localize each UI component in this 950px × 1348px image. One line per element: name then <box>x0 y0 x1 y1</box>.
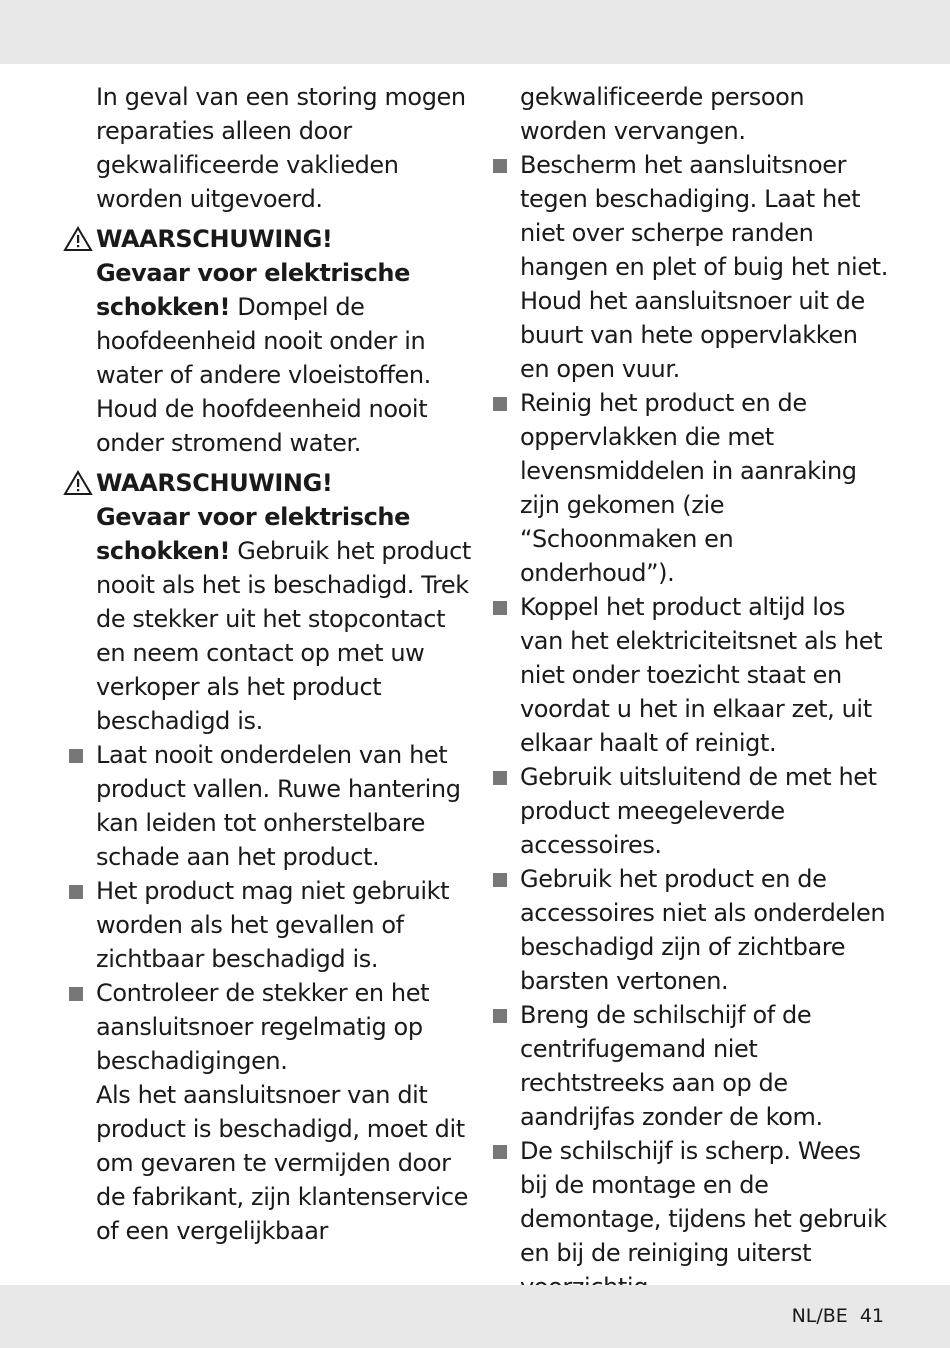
list-item-text: Gebruik uitsluitend de met het product meegeleverde accessoires. <box>520 763 877 859</box>
list-item <box>520 1134 892 1304</box>
list-item-text: De schilschijf is scherp. Wees bij de montage en de demontage, tijdens het gebruik en bij de reiniging uiterst <box>520 1137 887 1267</box>
square-bullet-icon <box>69 749 83 763</box>
list-item-text: Breng de schilschijf of de centrifugemand niet rechtstreeks aan op de aandrijfas zonder de kom. <box>520 1001 823 1131</box>
square-bullet-icon <box>493 771 507 785</box>
continuation-paragraph: gekwalificeerde persoon worden vervangen. <box>520 83 805 145</box>
list-item <box>96 976 471 1078</box>
list-item-text: Reinig het product en de oppervlakken die met levensmiddelen in aanraking zijn gekomen (zie “Schoonmaken en onderhoud”). <box>520 389 857 587</box>
page-number: 41 <box>859 1305 884 1327</box>
warning-label: WAARSCHUWING! <box>96 469 333 497</box>
square-bullet-icon <box>493 397 507 411</box>
warning-triangle-icon <box>63 226 93 252</box>
square-bullet-icon <box>69 987 83 1001</box>
list-item <box>520 386 892 590</box>
square-bullet-icon <box>493 159 507 173</box>
list-item-text: Controleer de stekker en het aansluitsnoer regelmatig op beschadigingen. <box>96 979 430 1075</box>
page-footer <box>760 1304 884 1328</box>
list-item <box>520 148 892 386</box>
warning-heading: Gevaar voor elektrische schokken! <box>96 503 410 565</box>
warning-label: WAARSCHUWING! <box>96 225 333 253</box>
list-item <box>96 874 471 976</box>
list-item-text: Het product mag niet gebruikt worden als het gevallen of zichtbaar beschadigd is. <box>96 877 450 973</box>
warning-triangle-icon <box>63 470 93 496</box>
list-item <box>520 760 892 862</box>
list-item <box>520 590 892 760</box>
square-bullet-icon <box>69 885 83 899</box>
warning-block-1 <box>96 222 471 460</box>
warning-block-2 <box>96 466 471 738</box>
left-column <box>96 80 471 1248</box>
intro-paragraph: In geval van een storing mogen reparaties alleen door gekwalificeerde vaklieden worden uitgevoerd. <box>96 83 466 213</box>
footer-language: NL/BE <box>791 1305 848 1327</box>
square-bullet-icon <box>493 873 507 887</box>
square-bullet-icon <box>493 1145 507 1159</box>
warning-text: Dompel de hoofdeenheid nooit onder in water of andere vloeistoffen. Houd de hoofdeenheid nooit onder stromend water. <box>96 293 431 457</box>
list-item-text: Laat nooit onderdelen van het product vallen. Ruwe hantering kan leiden tot onherstelbare schade aan het product. <box>96 741 461 871</box>
header-band <box>0 0 950 64</box>
list-item <box>520 998 892 1134</box>
continuation-paragraph: Als het aansluitsnoer van dit product is beschadigd, moet dit om gevaren te vermijden door de fabrikant, zijn klantenservice of een vergelijkbaar <box>96 1081 469 1245</box>
list-item-text: Bescherm het aansluitsnoer tegen beschadiging. Laat het niet over scherpe randen hangen en plet of buig het niet. Houd het aansluitsnoer uit de buurt van hete oppervlakken en open vuur. <box>520 151 888 383</box>
list-item <box>520 862 892 998</box>
warning-text: Gebruik het product nooit als het is beschadigd. Trek de stekker uit het stopcontact en neem contact op met uw verkoper als het product beschadigd is. <box>96 537 471 735</box>
square-bullet-icon <box>493 1009 507 1023</box>
warning-heading: Gevaar voor elektrische schokken! <box>96 259 410 321</box>
list-item-text: Gebruik het product en de accessoires niet als onderdelen beschadigd zijn of zichtbare barsten vertonen. <box>520 865 886 995</box>
list-item <box>96 738 471 874</box>
square-bullet-icon <box>493 601 507 615</box>
right-column <box>520 80 892 1304</box>
list-item-text: Koppel het product altijd los van het elektriciteitsnet als het niet onder toezicht staat en voordat u het in elkaar zet, uit elkaar haalt of reinigt. <box>520 593 883 757</box>
